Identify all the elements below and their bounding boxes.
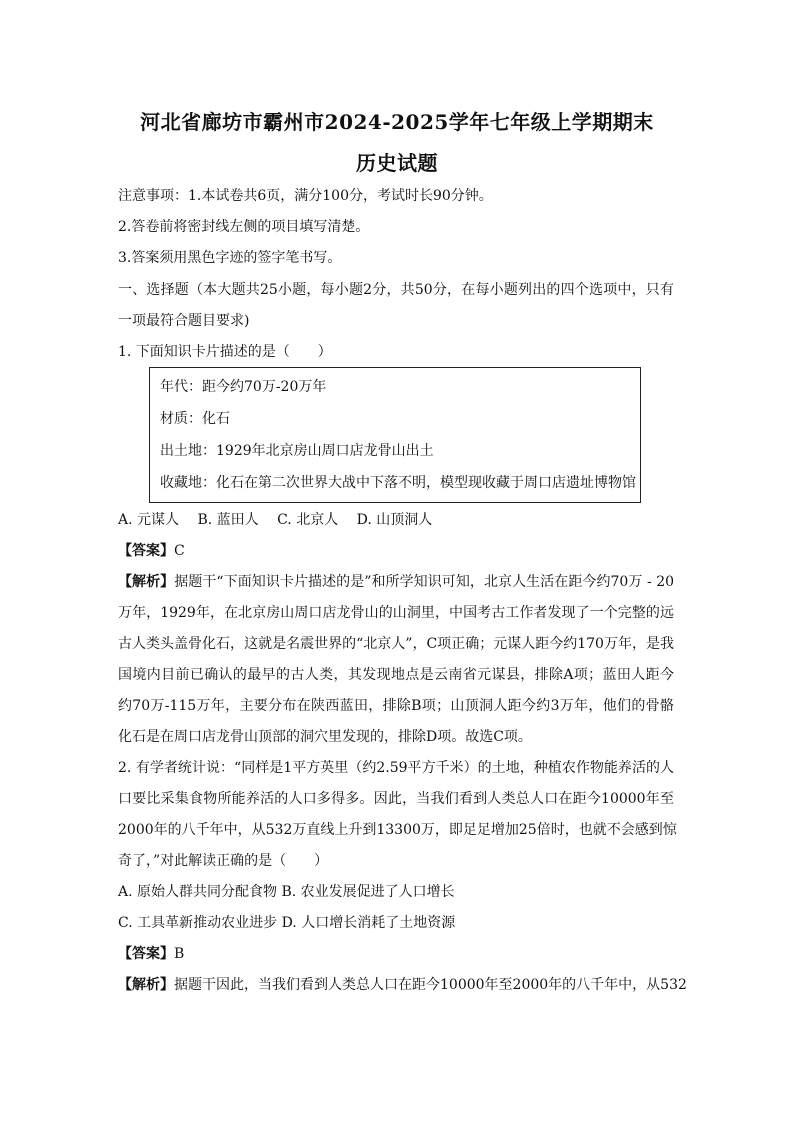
question-2-stem-line2: 口要比采集食物所能养活的人口多得多。因此，当我们看到人类总人口在距今10000年至 xyxy=(118,791,674,807)
answer-label: 【答案】 xyxy=(118,946,174,962)
question-2-stem-line1: 2. 有学者统计说：“同样是1平方英里（约2.59平方千米）的土地，种植农作物能养活的人 xyxy=(118,760,674,776)
note-1: 注意事项：1.本试卷共6页，满分100分，考试时长90分钟。 xyxy=(118,188,493,204)
analysis-text: 据题干因此，当我们看到人类总人口在距今10000年至2000年的八千年中，从532 xyxy=(174,977,687,993)
question-2-options-row1: A. 原始人群共同分配食物 B. 农业发展促进了人口增长 xyxy=(118,884,455,900)
exam-title: 河北省廊坊市霸州市2024-2025学年七年级上学期期末 xyxy=(140,110,654,134)
card-line-era: 年代：距今约70万-20万年 xyxy=(160,379,327,395)
question-2-answer xyxy=(118,944,184,964)
answer-label: 【答案】 xyxy=(118,543,174,559)
question-1-analysis-line4: 国境内目前已确认的最早的古人类，其发现地点是云南省元谋县，排除A项；蓝田人距今 xyxy=(118,667,674,683)
answer-value: B xyxy=(174,946,185,962)
analysis-text: 据题干“下面知识卡片描述的是”和所学知识可知，北京人生活在距今约70万 - 20 xyxy=(174,574,675,590)
section-heading-line1: 一、选择题（本大题共25小题，每小题2分，共50分，在每小题列出的四个选项中，只有 xyxy=(118,282,674,298)
card-line-site: 出土地：1929年北京房山周口店龙骨山出土 xyxy=(160,443,434,459)
question-2-analysis-line1 xyxy=(118,975,687,995)
answer-value: C xyxy=(174,543,185,559)
question-1-analysis-line1 xyxy=(118,572,674,592)
section-heading-line2: 一项最符合题目要求) xyxy=(118,313,250,329)
card-line-collection: 收藏地：化石在第二次世界大战中下落不明，模型现收藏于周口店遗址博物馆 xyxy=(160,475,636,491)
question-1-answer xyxy=(118,541,185,561)
question-1-stem: 1. 下面知识卡片描述的是（ ） xyxy=(118,344,332,360)
question-2-stem-line4: 奇了，”对此解读正确的是（ ） xyxy=(118,853,329,869)
question-1-analysis-line6: 化石是在周口店龙骨山顶部的洞穴里发现的，排除D项。故选C项。 xyxy=(118,729,532,745)
note-3: 3.答案须用黑色字迹的签字笔书写。 xyxy=(118,250,342,266)
analysis-label: 【解析】 xyxy=(118,574,175,590)
note-2: 2.答卷前将密封线左侧的项目填写清楚。 xyxy=(118,219,370,235)
question-1-analysis-line3: 古人类头盖骨化石，这就是名震世界的“北京人”，C项正确；元谋人距今约170万年，是我 xyxy=(118,636,674,652)
card-line-material: 材质：化石 xyxy=(160,411,230,427)
question-1-analysis-line2: 万年，1929年，在北京房山周口店龙骨山的山洞里，中国考古工作者发现了一个完整的远 xyxy=(118,605,674,621)
knowledge-card xyxy=(149,367,641,503)
question-1-analysis-line5: 约70万-115万年，主要分布在陕西蓝田，排除B项；山顶洞人距今约3万年，他们的骨骼 xyxy=(118,698,674,714)
question-2-stem-line3: 2000年的八千年中，从532万直线上升到13300万，即足足增加25倍时，也就不会感到惊 xyxy=(118,822,677,838)
question-2-options-row2: C. 工具革新推动农业进步 D. 人口增长消耗了土地资源 xyxy=(118,915,456,931)
exam-subtitle: 历史试题 xyxy=(356,151,438,175)
analysis-label: 【解析】 xyxy=(118,977,174,993)
question-1-options: A. 元谋人 B. 蓝田人 C. 北京人 D. 山顶洞人 xyxy=(118,512,433,528)
